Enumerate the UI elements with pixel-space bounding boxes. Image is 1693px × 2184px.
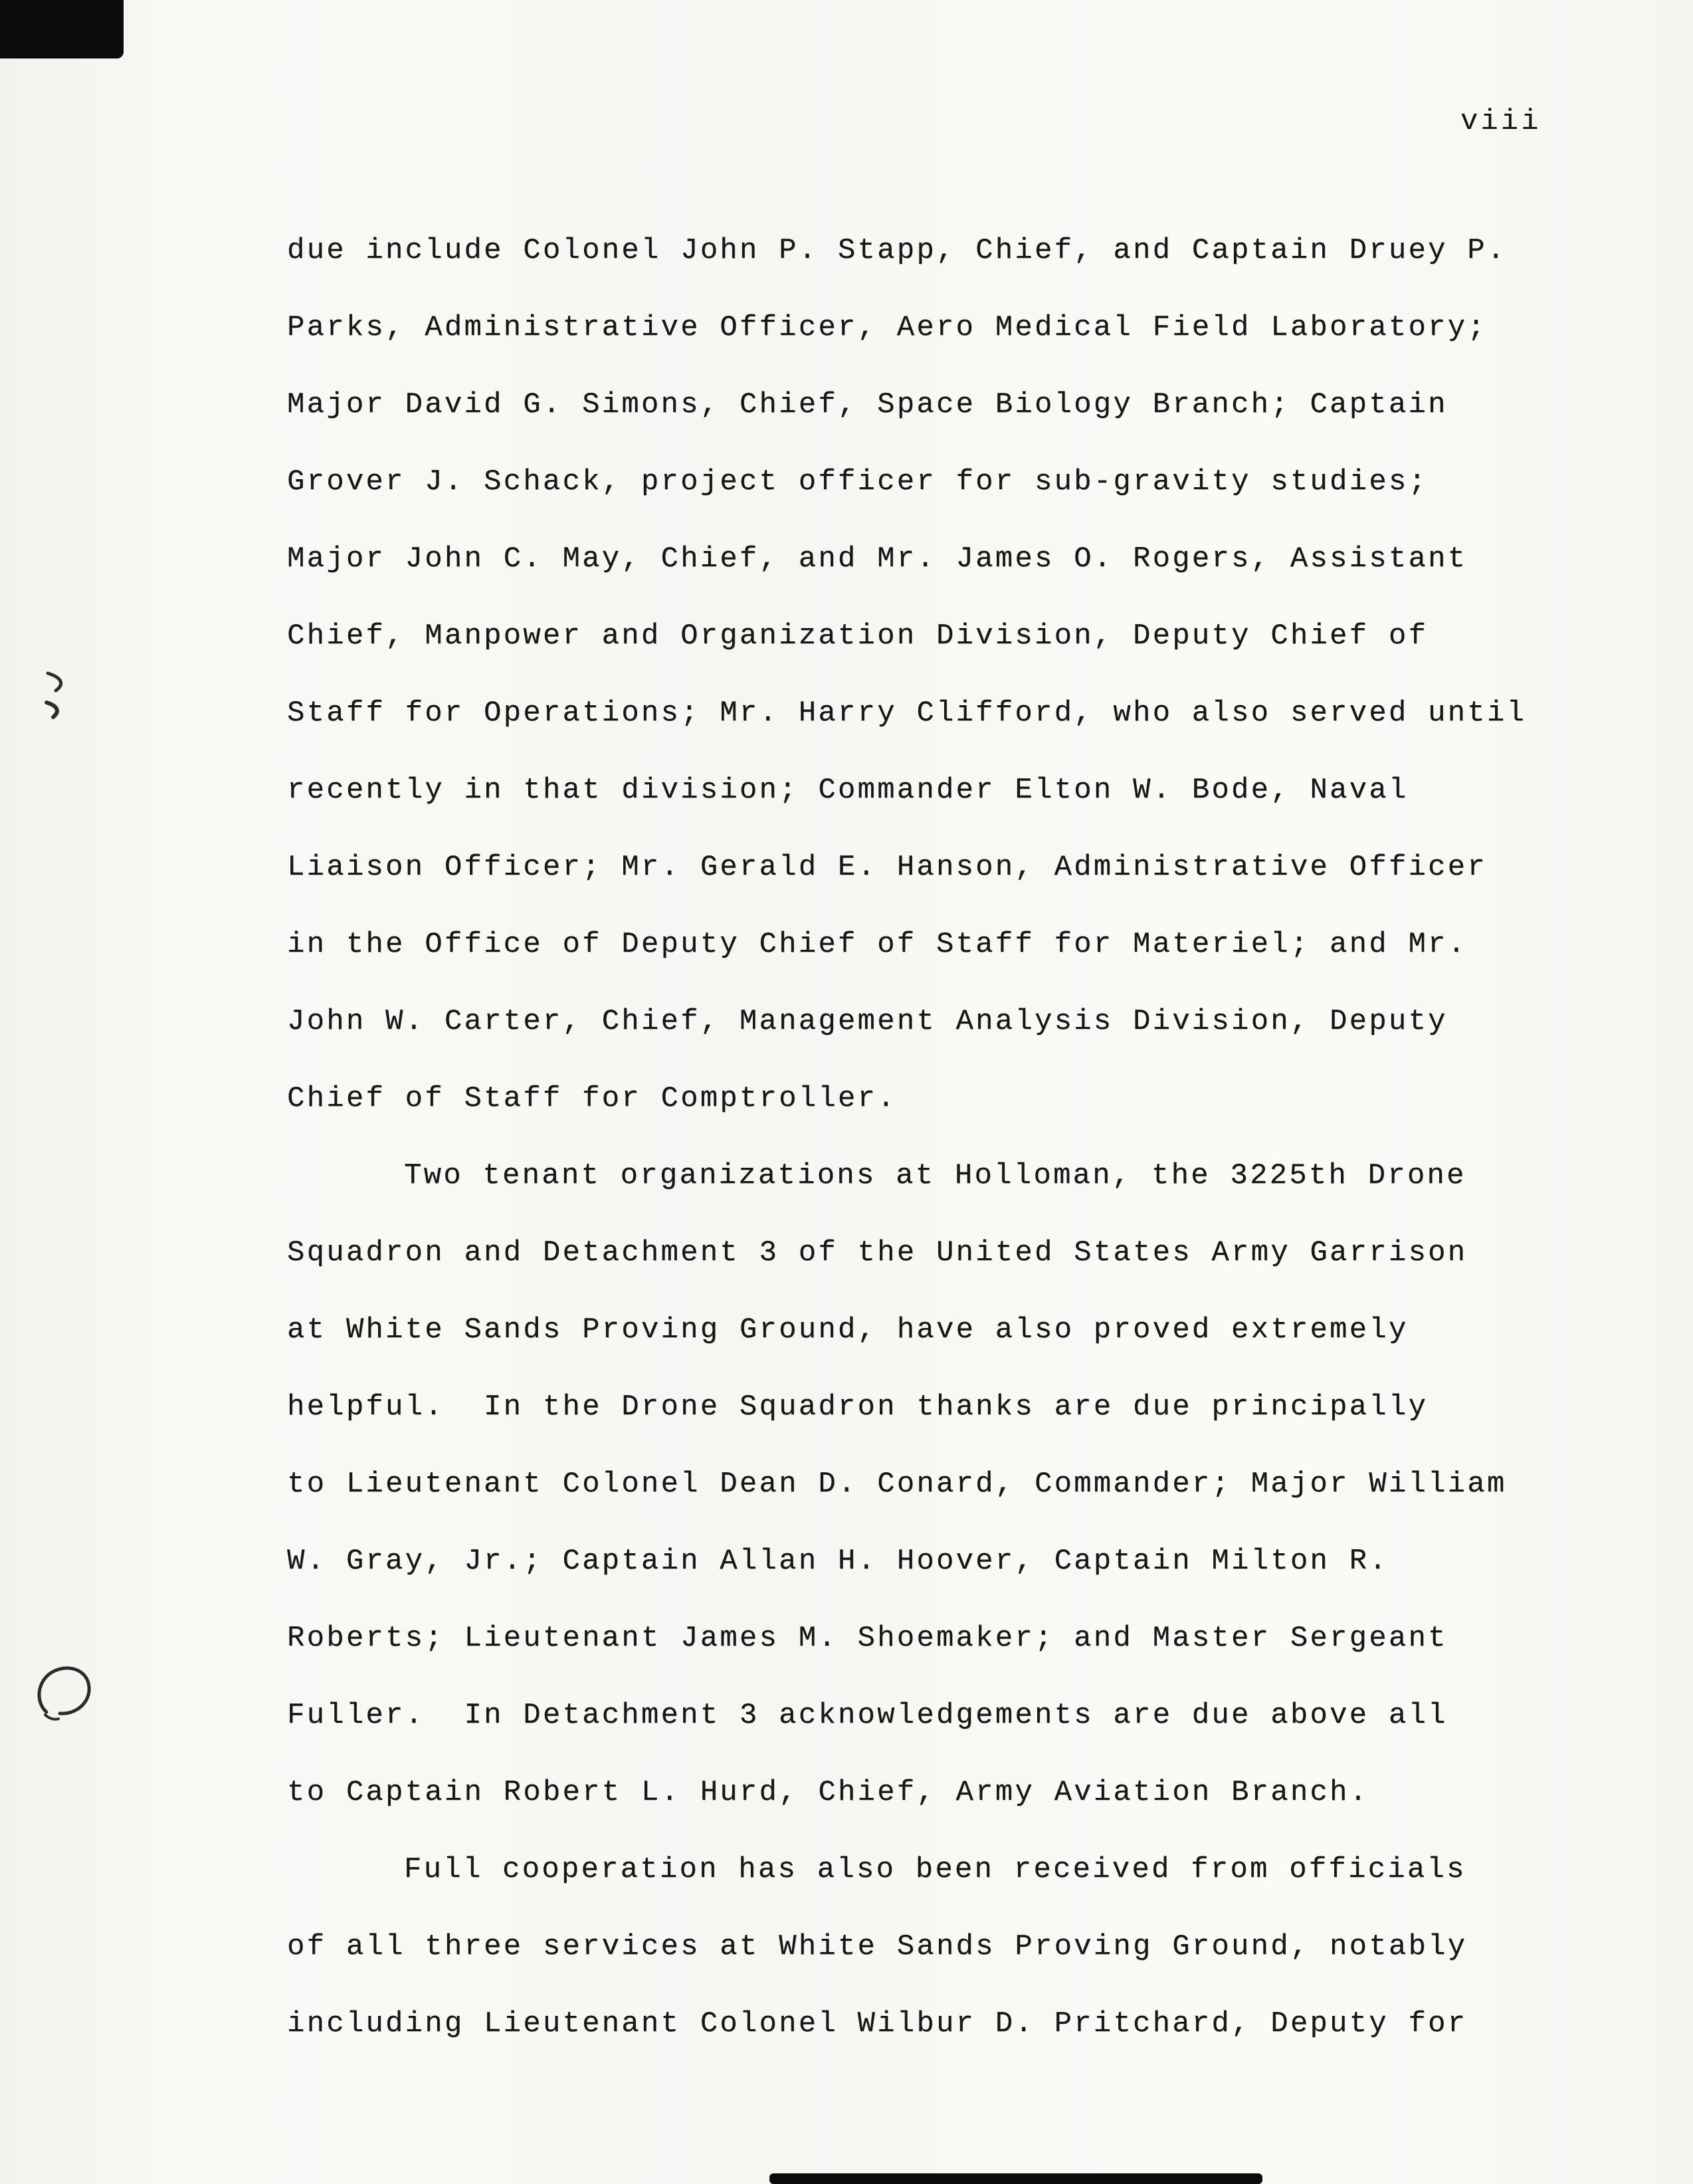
- text-line: Full cooperation has also been received from officials: [404, 1853, 1466, 1886]
- text-line: helpful. In the Drone Squadron thanks are due principally: [287, 1390, 1429, 1424]
- pen-mark: [39, 668, 78, 734]
- page-number: viii: [1460, 105, 1542, 138]
- text-line: in the Office of Deputy Chief of Staff for Materiel; and Mr.: [287, 928, 1468, 961]
- text-line: Chief, Manpower and Organization Division, Deputy Chief of: [287, 619, 1429, 653]
- text-line: W. Gray, Jr.; Captain Allan H. Hoover, Captain Milton R.: [287, 1545, 1389, 1578]
- text-line: at White Sands Proving Ground, have also proved extremely: [287, 1313, 1409, 1347]
- text-line: to Lieutenant Colonel Dean D. Conard, Commander; Major William: [287, 1468, 1507, 1501]
- text-line: Squadron and Detachment 3 of the United States Army Garrison: [287, 1236, 1468, 1269]
- scan-artifact-bottom-bar: [769, 2173, 1262, 2184]
- text-line: Fuller. In Detachment 3 acknowledgements are due above all: [287, 1699, 1448, 1732]
- text-line: due include Colonel John P. Stapp, Chief, and Captain Druey P.: [287, 234, 1507, 267]
- text-line: Major David G. Simons, Chief, Space Biology Branch; Captain: [287, 388, 1448, 421]
- text-line: Chief of Staff for Comptroller.: [287, 1082, 897, 1115]
- text-line: Two tenant organizations at Holloman, the 3225th Drone: [404, 1159, 1466, 1192]
- text-line: John W. Carter, Chief, Management Analysis Division, Deputy: [287, 1005, 1448, 1038]
- text-line: Liaison Officer; Mr. Gerald E. Hanson, Administrative Officer: [287, 851, 1487, 884]
- text-line: Major John C. May, Chief, and Mr. James O. Rogers, Assistant: [287, 542, 1468, 576]
- text-line: Staff for Operations; Mr. Harry Clifford, who also served until: [287, 697, 1527, 730]
- text-line: to Captain Robert L. Hurd, Chief, Army Aviation Branch.: [287, 1776, 1369, 1809]
- pen-circle-mark: [32, 1654, 105, 1733]
- text-line: Roberts; Lieutenant James M. Shoemaker; and Master Sergeant: [287, 1622, 1448, 1655]
- scan-artifact-corner: [0, 0, 124, 58]
- text-body: [287, 234, 1603, 2084]
- text-line: including Lieutenant Colonel Wilbur D. Pritchard, Deputy for: [287, 2007, 1468, 2040]
- text-line: recently in that division; Commander Elton W. Bode, Naval: [287, 774, 1409, 807]
- text-line: Parks, Administrative Officer, Aero Medical Field Laboratory;: [287, 311, 1487, 344]
- text-line: Grover J. Schack, project officer for sub-gravity studies;: [287, 465, 1429, 498]
- text-line: of all three services at White Sands Proving Ground, notably: [287, 1930, 1468, 1963]
